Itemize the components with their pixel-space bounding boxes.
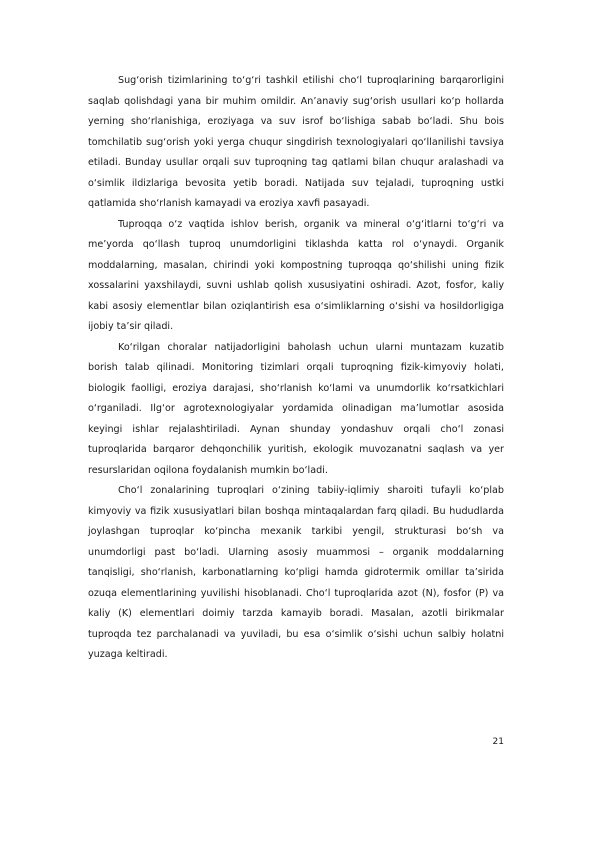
document-body [88,71,504,666]
paragraph-irrigation: Sug‘orish tizimlarining to‘g‘ri tashkil etilishi cho‘l tuproqlarining barqarorligini saqlab qolishdagi yana bir muhim omildir. An’anaviy sug‘orish usullari ko‘p hollarda yerning sho‘rlanishiga, eroziyaga va suv isrof bo‘lishiga sabab bo‘ladi. Shu bois tomchilatib sug‘orish yoki yerga chuqur singdirish texnologiyalari qo‘llanilishi tavsiya etiladi. Bunday usullar orqali suv tuproqning tag qatlami bilan chuqur aralashadi va o‘simlik ildizlariga bevosita yetib boradi. Natijada suv tejaladi, tuproqning ustki qatlamida sho‘rlanish kamayadi va eroziya xavfi pasayadi. [88,75,504,209]
page-number: 21 [492,737,504,747]
paragraph-monitoring: Ko‘rilgan choralar natijadorligini baholash uchun ularni muntazam kuzatib borish talab qilinadi. Monitoring tizimlari orqali tuproqning fizik-kimyoviy holati, biologik faolligi, eroziya darajasi, sho‘rlanish ko‘lami va unumdorlik ko‘rsatkichlari o‘rganiladi. Ilg‘or agrotexnologiyalar yordamida olinadigan ma’lumotlar asosida keyingi ishlar rejalashtiriladi. Aynan shunday yondashuv orqali cho‘l zonasi tuproqlarida barqaror dehqonchilik yuritish, ekologik muvozanatni saqlash va yer resurslaridan oqilona foydalanish mumkin bo‘ladi. [88,341,504,476]
paragraph-fertilization: Tuproqqa o‘z vaqtida ishlov berish, organik va mineral o‘g‘itlarni to‘g‘ri va me’yorda qo‘llash tuproq unumdorligini tiklashda katta rol o‘ynaydi. Organik moddalarning, masalan, chirindi yoki kompostning tuproqqa qo‘shilishi uning fizik xossalarini yaxshilaydi, suvni ushlab qolish xususiyatini oshiradi. Azot, fosfor, kaliy kabi asosiy elementlar bilan oziqlantirish esa o‘simliklarning o‘sishi va hosildorligiga ijobiy ta’sir qiladi. [88,218,504,332]
paragraph-desert-soils: Cho‘l zonalarining tuproqlari o‘zining tabiiy-iqlimiy sharoiti tufayli ko‘plab kimyoviy va fizik xususiyatlari bilan boshqa mintaqalardan farq qiladi. Bu hududlarda joylashgan tuproqlar ko‘pincha mexanik tarkibi yengil, strukturasi bo‘sh va unumdorligi past bo‘ladi. Ularning asosiy muammosi – organik moddalarning tanqisligi, sho‘rlanish, karbonatlarning ko‘pligi hamda gidrotermik omillar ta’sirida ozuqa elementlarining yuvilishi hisoblanadi. Cho‘l tuproqlarida azot (N), fosfor (P) va kaliy (K) elementlari doimiy tarzda kamayib boradi. Masalan, azotli birikmalar tuproqda tez parchalanadi va yuviladi, bu esa o‘simlik o‘sishi uchun salbiy holatni yuzaga keltiradi. [88,485,504,660]
